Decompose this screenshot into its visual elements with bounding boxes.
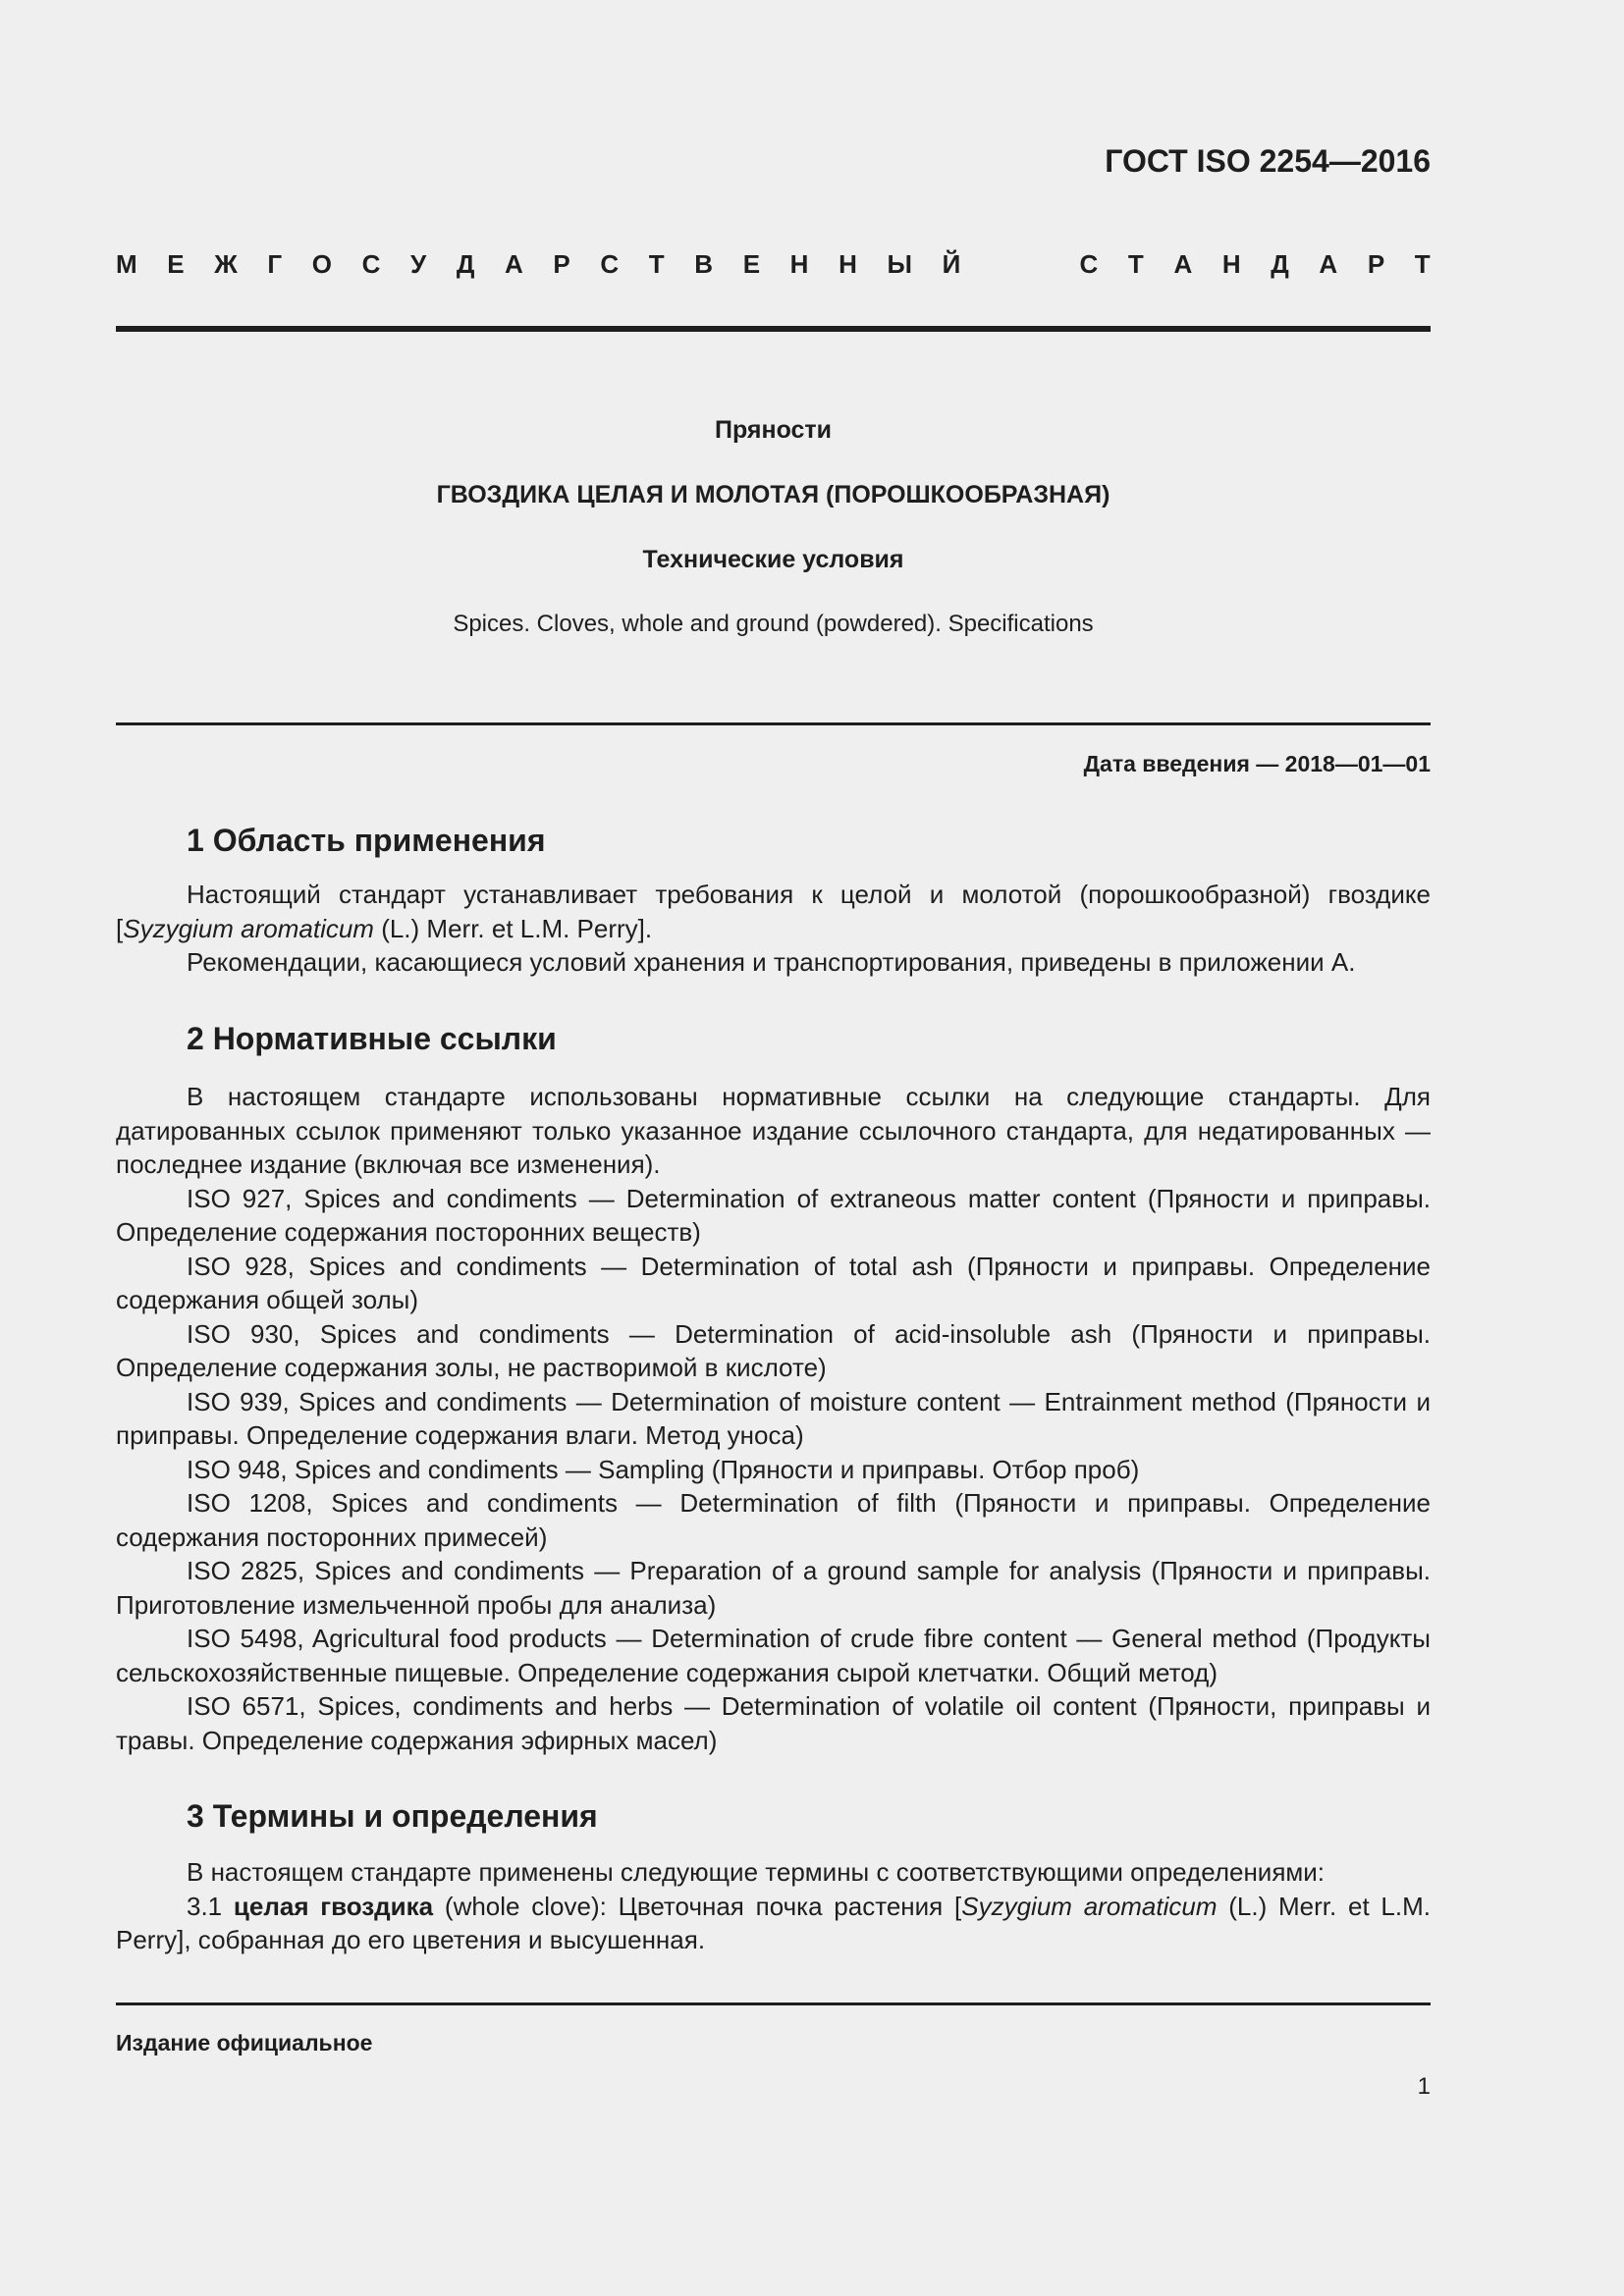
title-english: Spices. Cloves, whole and ground (powdered). Specifications — [453, 611, 1094, 637]
section-1-paragraph-2: Рекомендации, касающиеся условий хранения и транспортирования, приведены в приложении А. — [187, 947, 1356, 977]
title-name: ГВОЗДИКА ЦЕЛАЯ И МОЛОТАЯ (ПОРОШКООБРАЗНАЯ) — [436, 481, 1110, 508]
kind-letter: Ж — [214, 249, 238, 279]
section-1-heading: 1 Область применения — [187, 823, 546, 858]
page-number: 1 — [1417, 2073, 1431, 2100]
kind-letter: Ы — [887, 249, 912, 279]
reference-item: ISO 2825, Spices and condiments — Preparation of a ground sample for analysis (Пряности и приправы. Приготовление измельченной пробы для анализа) — [116, 1556, 1431, 1620]
kind-letter: А — [1319, 249, 1338, 279]
reference-item: ISO 928, Spices and condiments — Determination of total ash (Пряности и приправы. Определение содержания общей золы) — [116, 1251, 1431, 1314]
reference-item: ISO 927, Spices and condiments — Determination of extraneous matter content (Пряности и приправы. Определение содержания посторонних веществ) — [116, 1183, 1431, 1247]
term-name: целая гвоздика — [233, 1891, 434, 1921]
section-3-body — [116, 1855, 1431, 1957]
kind-letter: Е — [742, 249, 761, 279]
kind-gap — [991, 249, 1050, 280]
reference-item: ISO 948, Spices and condiments — Sampling (Пряности и приправы. Отбор проб) — [187, 1454, 1140, 1484]
kind-letter: Н — [1221, 249, 1241, 279]
kind-letter: Е — [167, 249, 185, 279]
top-divider — [116, 326, 1431, 332]
kind-letter: С — [1079, 249, 1099, 279]
term-definition: 3.1 целая гвоздика (whole clove): Цветочная почка растения [Syzygium aromaticum (L.) Merr. et L.M. Perry], собранная до его цветения и высушенная. — [116, 1891, 1431, 1954]
section-1-paragraph-1: Настоящий стандарт устанавливает требования к целой и молотой (порошкообразной) гвоздике [Syzygium aromaticum (L.) Merr. et L.M. Perry]. — [116, 880, 1431, 943]
kind-letter: У — [410, 249, 427, 279]
official-edition-label: Издание официальное — [116, 2030, 373, 2056]
section-2-heading: 2 Нормативные ссылки — [187, 1021, 557, 1056]
title-category: Пряности — [714, 416, 833, 444]
kind-letter: М — [116, 249, 137, 279]
title-subtitle: Технические условия — [642, 546, 904, 573]
section-2-body — [116, 1080, 1431, 1757]
kind-letter: С — [361, 249, 381, 279]
kind-letter: Й — [942, 249, 961, 279]
kind-letter: Т — [1414, 249, 1431, 279]
reference-item: ISO 5498, Agricultural food products — Determination of crude fibre content — General method (Продукты сельскохозяйственные пищевые. Определение содержания сырой клетчатки. Общий метод) — [116, 1624, 1431, 1687]
kind-letter: Т — [1127, 249, 1144, 279]
reference-item: ISO 6571, Spices, condiments and herbs — Determination of volatile oil content (Пряности, приправы и травы. Определение содержания эфирных масел) — [116, 1691, 1431, 1755]
standard-code: ГОСТ ISO 2254—2016 — [1105, 143, 1431, 179]
standard-kind — [116, 249, 1431, 280]
kind-letter: Н — [839, 249, 857, 279]
kind-letter: Р — [553, 249, 570, 279]
reference-item: ISO 930, Spices and condiments — Determination of acid-insoluble ash (Пряности и приправы. Определение содержания золы, не растворимой в кислоте) — [116, 1318, 1431, 1382]
kind-letter: Д — [1271, 249, 1289, 279]
section-3-heading: 3 Термины и определения — [187, 1798, 598, 1834]
kind-letter: А — [505, 249, 523, 279]
section-1-body — [116, 878, 1431, 980]
kind-letter: Г — [267, 249, 283, 279]
kind-letter: А — [1173, 249, 1193, 279]
kind-letter: Н — [789, 249, 809, 279]
kind-letter: Д — [456, 249, 475, 279]
footer-divider — [116, 2002, 1431, 2005]
kind-letter: Т — [648, 249, 665, 279]
section-3-intro: В настоящем стандарте применены следующие термины с соответствующими определениями: — [187, 1857, 1326, 1887]
kind-letter: Р — [1367, 249, 1385, 279]
reference-item: ISO 1208, Spices and condiments — Determination of filth (Пряности и приправы. Определение содержания посторонних примесей) — [116, 1488, 1431, 1552]
kind-letter: С — [600, 249, 620, 279]
kind-letter: В — [694, 249, 714, 279]
title-divider — [116, 722, 1431, 725]
kind-letter: О — [311, 249, 332, 279]
introduction-date: Дата введения — 2018—01—01 — [1083, 751, 1431, 776]
reference-item: ISO 939, Spices and condiments — Determination of moisture content — Entrainment method (Пряности и приправы. Определение содержания влаги. Метод уноса) — [116, 1386, 1431, 1450]
section-2-intro: В настоящем стандарте использованы нормативные ссылки на следующие стандарты. Для датированных ссылок применяют только указанное издание ссылочного стандарта, для недатированных — последнее издание (включая все изменения). — [116, 1082, 1431, 1179]
